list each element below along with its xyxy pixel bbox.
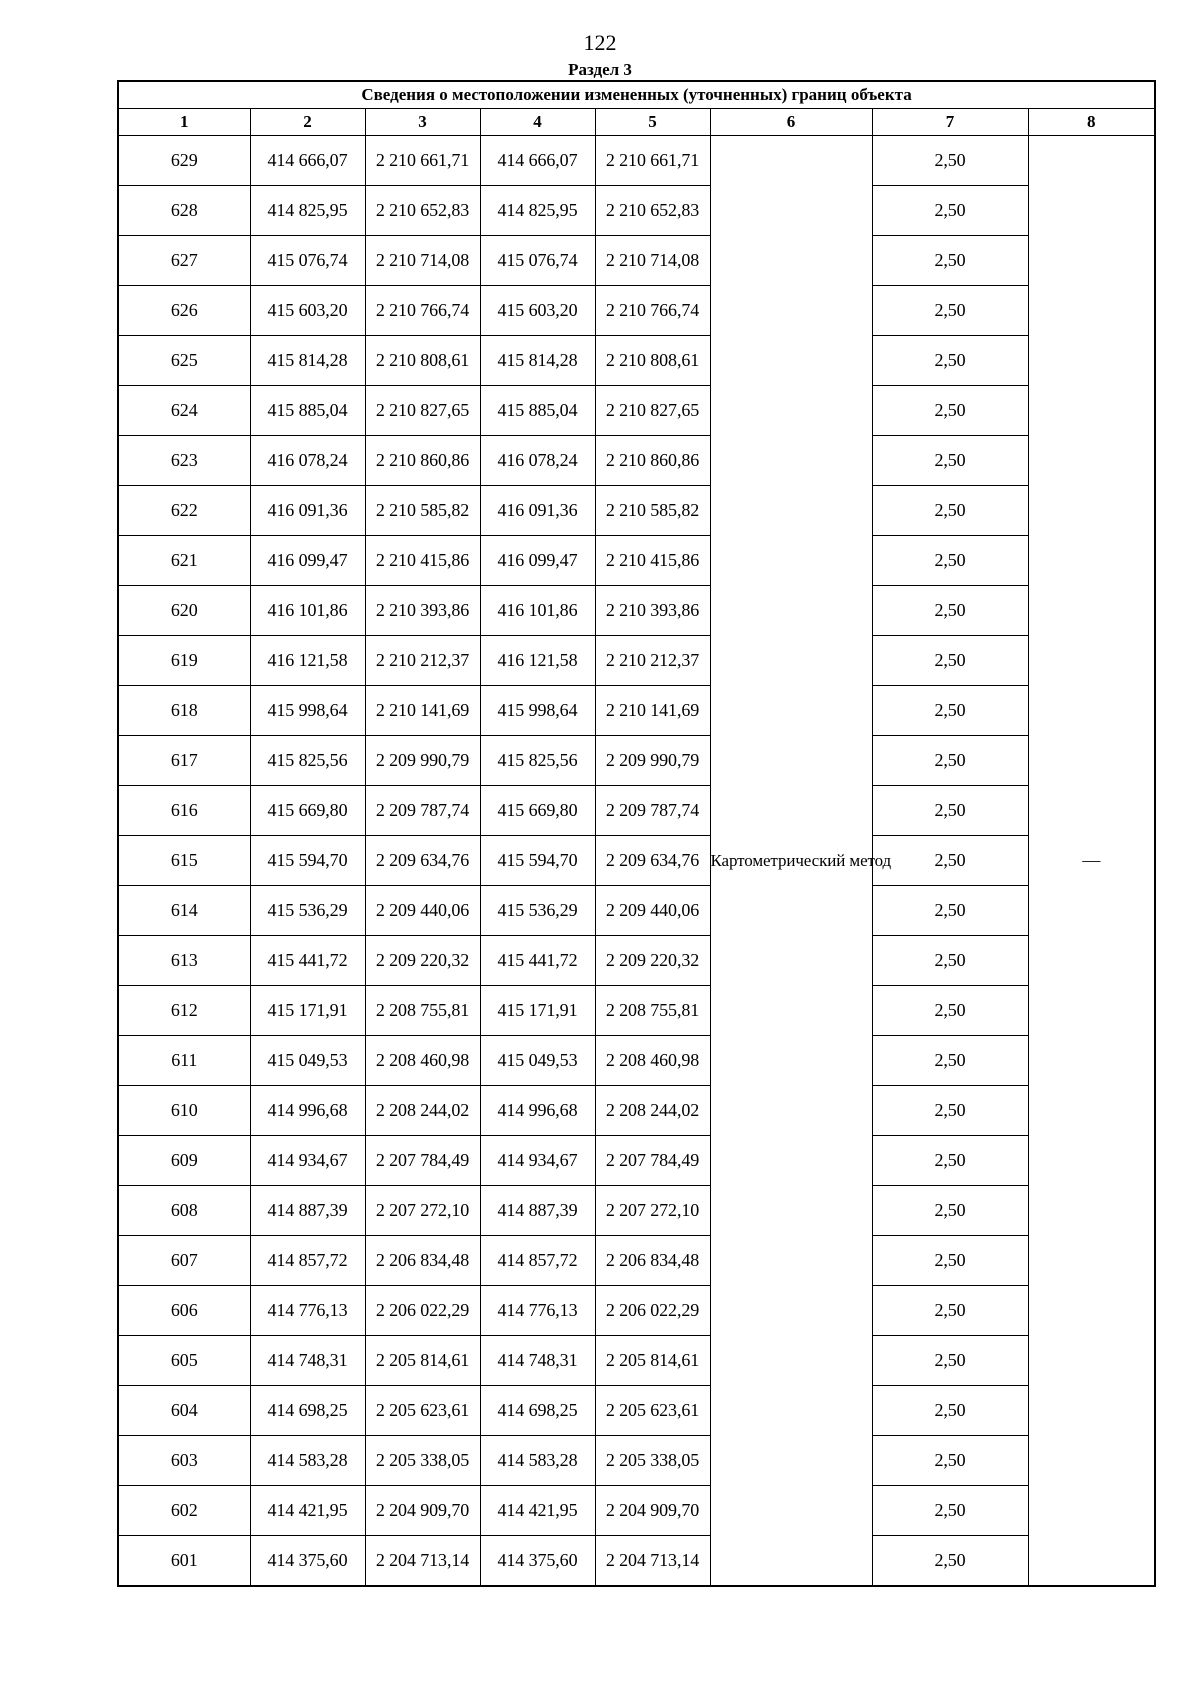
accuracy-cell: 2,50 xyxy=(872,186,1028,236)
point-number-cell: 610 xyxy=(118,1086,250,1136)
table-row xyxy=(118,886,1155,936)
table-row xyxy=(118,536,1155,586)
y-old-cell: 2 204 909,70 xyxy=(365,1486,480,1536)
column-number: 4 xyxy=(480,109,595,136)
y-old-cell: 2 207 784,49 xyxy=(365,1136,480,1186)
x-old-cell: 414 748,31 xyxy=(250,1336,365,1386)
x-old-cell: 414 776,13 xyxy=(250,1286,365,1336)
x-old-cell: 415 825,56 xyxy=(250,736,365,786)
y-old-cell: 2 209 634,76 xyxy=(365,836,480,886)
accuracy-cell: 2,50 xyxy=(872,1136,1028,1186)
table-row xyxy=(118,986,1155,1036)
y-new-cell: 2 209 440,06 xyxy=(595,886,710,936)
table-row xyxy=(118,386,1155,436)
y-old-cell: 2 210 141,69 xyxy=(365,686,480,736)
y-new-cell: 2 205 623,61 xyxy=(595,1386,710,1436)
x-new-cell: 416 121,58 xyxy=(480,636,595,686)
y-new-cell: 2 210 415,86 xyxy=(595,536,710,586)
point-number-cell: 620 xyxy=(118,586,250,636)
y-new-cell: 2 210 661,71 xyxy=(595,136,710,186)
x-old-cell: 414 857,72 xyxy=(250,1236,365,1286)
point-number-cell: 619 xyxy=(118,636,250,686)
x-old-cell: 415 049,53 xyxy=(250,1036,365,1086)
x-new-cell: 414 421,95 xyxy=(480,1486,595,1536)
accuracy-cell: 2,50 xyxy=(872,1036,1028,1086)
section-title: Раздел 3 xyxy=(568,60,632,79)
y-old-cell: 2 209 440,06 xyxy=(365,886,480,936)
column-number: 2 xyxy=(250,109,365,136)
table-row xyxy=(118,1086,1155,1136)
x-old-cell: 416 121,58 xyxy=(250,636,365,686)
column-number: 5 xyxy=(595,109,710,136)
y-old-cell: 2 210 766,74 xyxy=(365,286,480,336)
x-new-cell: 414 666,07 xyxy=(480,136,595,186)
x-new-cell: 415 814,28 xyxy=(480,336,595,386)
y-new-cell: 2 208 755,81 xyxy=(595,986,710,1036)
table-row xyxy=(118,486,1155,536)
x-new-cell: 415 885,04 xyxy=(480,386,595,436)
x-new-cell: 414 825,95 xyxy=(480,186,595,236)
point-number-cell: 615 xyxy=(118,836,250,886)
table-row xyxy=(118,136,1155,186)
x-old-cell: 414 934,67 xyxy=(250,1136,365,1186)
accuracy-cell: 2,50 xyxy=(872,636,1028,686)
y-old-cell: 2 210 415,86 xyxy=(365,536,480,586)
accuracy-cell: 2,50 xyxy=(872,1386,1028,1436)
point-number-cell: 611 xyxy=(118,1036,250,1086)
accuracy-cell: 2,50 xyxy=(872,1186,1028,1236)
accuracy-cell: 2,50 xyxy=(872,1086,1028,1136)
table-row xyxy=(118,436,1155,486)
x-old-cell: 414 825,95 xyxy=(250,186,365,236)
point-number-cell: 609 xyxy=(118,1136,250,1186)
x-new-cell: 415 998,64 xyxy=(480,686,595,736)
accuracy-cell: 2,50 xyxy=(872,236,1028,286)
y-new-cell: 2 209 990,79 xyxy=(595,736,710,786)
accuracy-cell: 2,50 xyxy=(872,836,1028,886)
x-new-cell: 415 441,72 xyxy=(480,936,595,986)
point-number-cell: 629 xyxy=(118,136,250,186)
x-new-cell: 414 748,31 xyxy=(480,1336,595,1386)
table-row xyxy=(118,186,1155,236)
x-new-cell: 416 091,36 xyxy=(480,486,595,536)
x-new-cell: 415 669,80 xyxy=(480,786,595,836)
accuracy-cell: 2,50 xyxy=(872,1436,1028,1486)
x-new-cell: 415 049,53 xyxy=(480,1036,595,1086)
column-number: 3 xyxy=(365,109,480,136)
y-new-cell: 2 210 808,61 xyxy=(595,336,710,386)
accuracy-cell: 2,50 xyxy=(872,736,1028,786)
y-old-cell: 2 210 652,83 xyxy=(365,186,480,236)
table-row xyxy=(118,936,1155,986)
x-new-cell: 415 536,29 xyxy=(480,886,595,936)
point-number-cell: 613 xyxy=(118,936,250,986)
x-old-cell: 415 171,91 xyxy=(250,986,365,1036)
y-old-cell: 2 210 393,86 xyxy=(365,586,480,636)
y-new-cell: 2 204 713,14 xyxy=(595,1536,710,1587)
x-old-cell: 415 669,80 xyxy=(250,786,365,836)
table-row xyxy=(118,1386,1155,1436)
accuracy-cell: 2,50 xyxy=(872,136,1028,186)
table-body xyxy=(118,136,1155,1587)
x-old-cell: 415 441,72 xyxy=(250,936,365,986)
x-new-cell: 416 101,86 xyxy=(480,586,595,636)
x-new-cell: 414 887,39 xyxy=(480,1186,595,1236)
point-number-cell: 604 xyxy=(118,1386,250,1436)
point-number-cell: 616 xyxy=(118,786,250,836)
x-new-cell: 414 583,28 xyxy=(480,1436,595,1486)
point-number-cell: 606 xyxy=(118,1286,250,1336)
column-number: 1 xyxy=(118,109,250,136)
y-new-cell: 2 210 141,69 xyxy=(595,686,710,736)
method-cell: Картометрический метод xyxy=(710,136,872,1587)
y-new-cell: 2 209 787,74 xyxy=(595,786,710,836)
y-old-cell: 2 205 338,05 xyxy=(365,1436,480,1486)
y-old-cell: 2 210 585,82 xyxy=(365,486,480,536)
y-new-cell: 2 209 220,32 xyxy=(595,936,710,986)
x-new-cell: 416 078,24 xyxy=(480,436,595,486)
accuracy-cell: 2,50 xyxy=(872,1236,1028,1286)
point-number-cell: 602 xyxy=(118,1486,250,1536)
y-new-cell: 2 205 338,05 xyxy=(595,1436,710,1486)
accuracy-cell: 2,50 xyxy=(872,1486,1028,1536)
point-number-cell: 612 xyxy=(118,986,250,1036)
x-new-cell: 414 934,67 xyxy=(480,1136,595,1186)
table-row xyxy=(118,736,1155,786)
point-number-cell: 605 xyxy=(118,1336,250,1386)
table-row xyxy=(118,1136,1155,1186)
x-old-cell: 415 603,20 xyxy=(250,286,365,336)
x-old-cell: 415 885,04 xyxy=(250,386,365,436)
column-number: 7 xyxy=(872,109,1028,136)
table-row xyxy=(118,336,1155,386)
y-new-cell: 2 205 814,61 xyxy=(595,1336,710,1386)
point-number-cell: 607 xyxy=(118,1236,250,1286)
y-new-cell: 2 206 834,48 xyxy=(595,1236,710,1286)
y-old-cell: 2 209 787,74 xyxy=(365,786,480,836)
column-number: 6 xyxy=(710,109,872,136)
x-new-cell: 415 825,56 xyxy=(480,736,595,786)
point-number-cell: 627 xyxy=(118,236,250,286)
point-number-cell: 608 xyxy=(118,1186,250,1236)
point-number-cell: 601 xyxy=(118,1536,250,1587)
point-number-cell: 624 xyxy=(118,386,250,436)
y-old-cell: 2 206 022,29 xyxy=(365,1286,480,1336)
y-old-cell: 2 208 460,98 xyxy=(365,1036,480,1086)
y-new-cell: 2 207 784,49 xyxy=(595,1136,710,1186)
x-old-cell: 414 887,39 xyxy=(250,1186,365,1236)
y-old-cell: 2 208 244,02 xyxy=(365,1086,480,1136)
x-old-cell: 414 421,95 xyxy=(250,1486,365,1536)
table-row xyxy=(118,286,1155,336)
x-old-cell: 414 996,68 xyxy=(250,1086,365,1136)
table-row xyxy=(118,786,1155,836)
x-old-cell: 416 099,47 xyxy=(250,536,365,586)
y-old-cell: 2 210 860,86 xyxy=(365,436,480,486)
point-number-cell: 614 xyxy=(118,886,250,936)
table-row xyxy=(118,236,1155,286)
x-new-cell: 415 076,74 xyxy=(480,236,595,286)
y-old-cell: 2 205 623,61 xyxy=(365,1386,480,1436)
y-new-cell: 2 210 212,37 xyxy=(595,636,710,686)
y-old-cell: 2 210 212,37 xyxy=(365,636,480,686)
table-row xyxy=(118,636,1155,686)
y-new-cell: 2 210 714,08 xyxy=(595,236,710,286)
y-new-cell: 2 210 585,82 xyxy=(595,486,710,536)
y-new-cell: 2 208 244,02 xyxy=(595,1086,710,1136)
x-old-cell: 414 583,28 xyxy=(250,1436,365,1486)
y-new-cell: 2 204 909,70 xyxy=(595,1486,710,1536)
accuracy-cell: 2,50 xyxy=(872,686,1028,736)
y-old-cell: 2 205 814,61 xyxy=(365,1336,480,1386)
accuracy-cell: 2,50 xyxy=(872,1536,1028,1587)
accuracy-cell: 2,50 xyxy=(872,336,1028,386)
point-number-cell: 621 xyxy=(118,536,250,586)
y-new-cell: 2 210 827,65 xyxy=(595,386,710,436)
accuracy-cell: 2,50 xyxy=(872,536,1028,586)
x-new-cell: 414 996,68 xyxy=(480,1086,595,1136)
y-new-cell: 2 208 460,98 xyxy=(595,1036,710,1086)
point-number-cell: 617 xyxy=(118,736,250,786)
y-old-cell: 2 208 755,81 xyxy=(365,986,480,1036)
accuracy-cell: 2,50 xyxy=(872,1286,1028,1336)
y-old-cell: 2 210 808,61 xyxy=(365,336,480,386)
accuracy-cell: 2,50 xyxy=(872,436,1028,486)
x-new-cell: 415 171,91 xyxy=(480,986,595,1036)
x-new-cell: 414 698,25 xyxy=(480,1386,595,1436)
y-new-cell: 2 210 860,86 xyxy=(595,436,710,486)
y-old-cell: 2 207 272,10 xyxy=(365,1186,480,1236)
accuracy-cell: 2,50 xyxy=(872,486,1028,536)
x-old-cell: 414 666,07 xyxy=(250,136,365,186)
table-row xyxy=(118,1236,1155,1286)
y-old-cell: 2 206 834,48 xyxy=(365,1236,480,1286)
column-number-row xyxy=(118,109,1155,136)
table-row xyxy=(118,1036,1155,1086)
table-row xyxy=(118,1436,1155,1486)
point-number-cell: 622 xyxy=(118,486,250,536)
table-row xyxy=(118,836,1155,886)
accuracy-cell: 2,50 xyxy=(872,586,1028,636)
point-number-cell: 628 xyxy=(118,186,250,236)
x-new-cell: 414 776,13 xyxy=(480,1286,595,1336)
x-old-cell: 415 536,29 xyxy=(250,886,365,936)
point-number-cell: 618 xyxy=(118,686,250,736)
y-new-cell: 2 209 634,76 xyxy=(595,836,710,886)
x-old-cell: 415 814,28 xyxy=(250,336,365,386)
y-old-cell: 2 210 827,65 xyxy=(365,386,480,436)
column-number: 8 xyxy=(1028,109,1155,136)
table-row xyxy=(118,1336,1155,1386)
table-row xyxy=(118,1286,1155,1336)
point-number-cell: 626 xyxy=(118,286,250,336)
x-new-cell: 416 099,47 xyxy=(480,536,595,586)
accuracy-cell: 2,50 xyxy=(872,886,1028,936)
x-new-cell: 415 603,20 xyxy=(480,286,595,336)
y-new-cell: 2 210 766,74 xyxy=(595,286,710,336)
accuracy-cell: 2,50 xyxy=(872,986,1028,1036)
y-old-cell: 2 209 220,32 xyxy=(365,936,480,986)
x-old-cell: 415 594,70 xyxy=(250,836,365,886)
note-cell: — xyxy=(1028,136,1155,1587)
x-new-cell: 414 375,60 xyxy=(480,1536,595,1587)
x-old-cell: 414 375,60 xyxy=(250,1536,365,1587)
table-row xyxy=(118,1536,1155,1587)
point-number-cell: 625 xyxy=(118,336,250,386)
table-caption: Сведения о местоположении измененных (уточненных) границ объекта xyxy=(118,81,1155,109)
accuracy-cell: 2,50 xyxy=(872,786,1028,836)
x-old-cell: 414 698,25 xyxy=(250,1386,365,1436)
x-new-cell: 415 594,70 xyxy=(480,836,595,886)
y-old-cell: 2 210 661,71 xyxy=(365,136,480,186)
accuracy-cell: 2,50 xyxy=(872,386,1028,436)
y-new-cell: 2 210 652,83 xyxy=(595,186,710,236)
x-old-cell: 415 998,64 xyxy=(250,686,365,736)
x-old-cell: 416 101,86 xyxy=(250,586,365,636)
accuracy-cell: 2,50 xyxy=(872,936,1028,986)
y-old-cell: 2 210 714,08 xyxy=(365,236,480,286)
table-row xyxy=(118,1186,1155,1236)
y-new-cell: 2 210 393,86 xyxy=(595,586,710,636)
x-old-cell: 416 078,24 xyxy=(250,436,365,486)
x-old-cell: 416 091,36 xyxy=(250,486,365,536)
y-old-cell: 2 209 990,79 xyxy=(365,736,480,786)
x-new-cell: 414 857,72 xyxy=(480,1236,595,1286)
boundary-table xyxy=(117,80,1156,1587)
y-old-cell: 2 204 713,14 xyxy=(365,1536,480,1587)
point-number-cell: 623 xyxy=(118,436,250,486)
table-row xyxy=(118,1486,1155,1536)
y-new-cell: 2 207 272,10 xyxy=(595,1186,710,1236)
table-row xyxy=(118,686,1155,736)
page-number: 122 xyxy=(583,30,617,55)
y-new-cell: 2 206 022,29 xyxy=(595,1286,710,1336)
point-number-cell: 603 xyxy=(118,1436,250,1486)
x-old-cell: 415 076,74 xyxy=(250,236,365,286)
table-row xyxy=(118,586,1155,636)
accuracy-cell: 2,50 xyxy=(872,1336,1028,1386)
accuracy-cell: 2,50 xyxy=(872,286,1028,336)
